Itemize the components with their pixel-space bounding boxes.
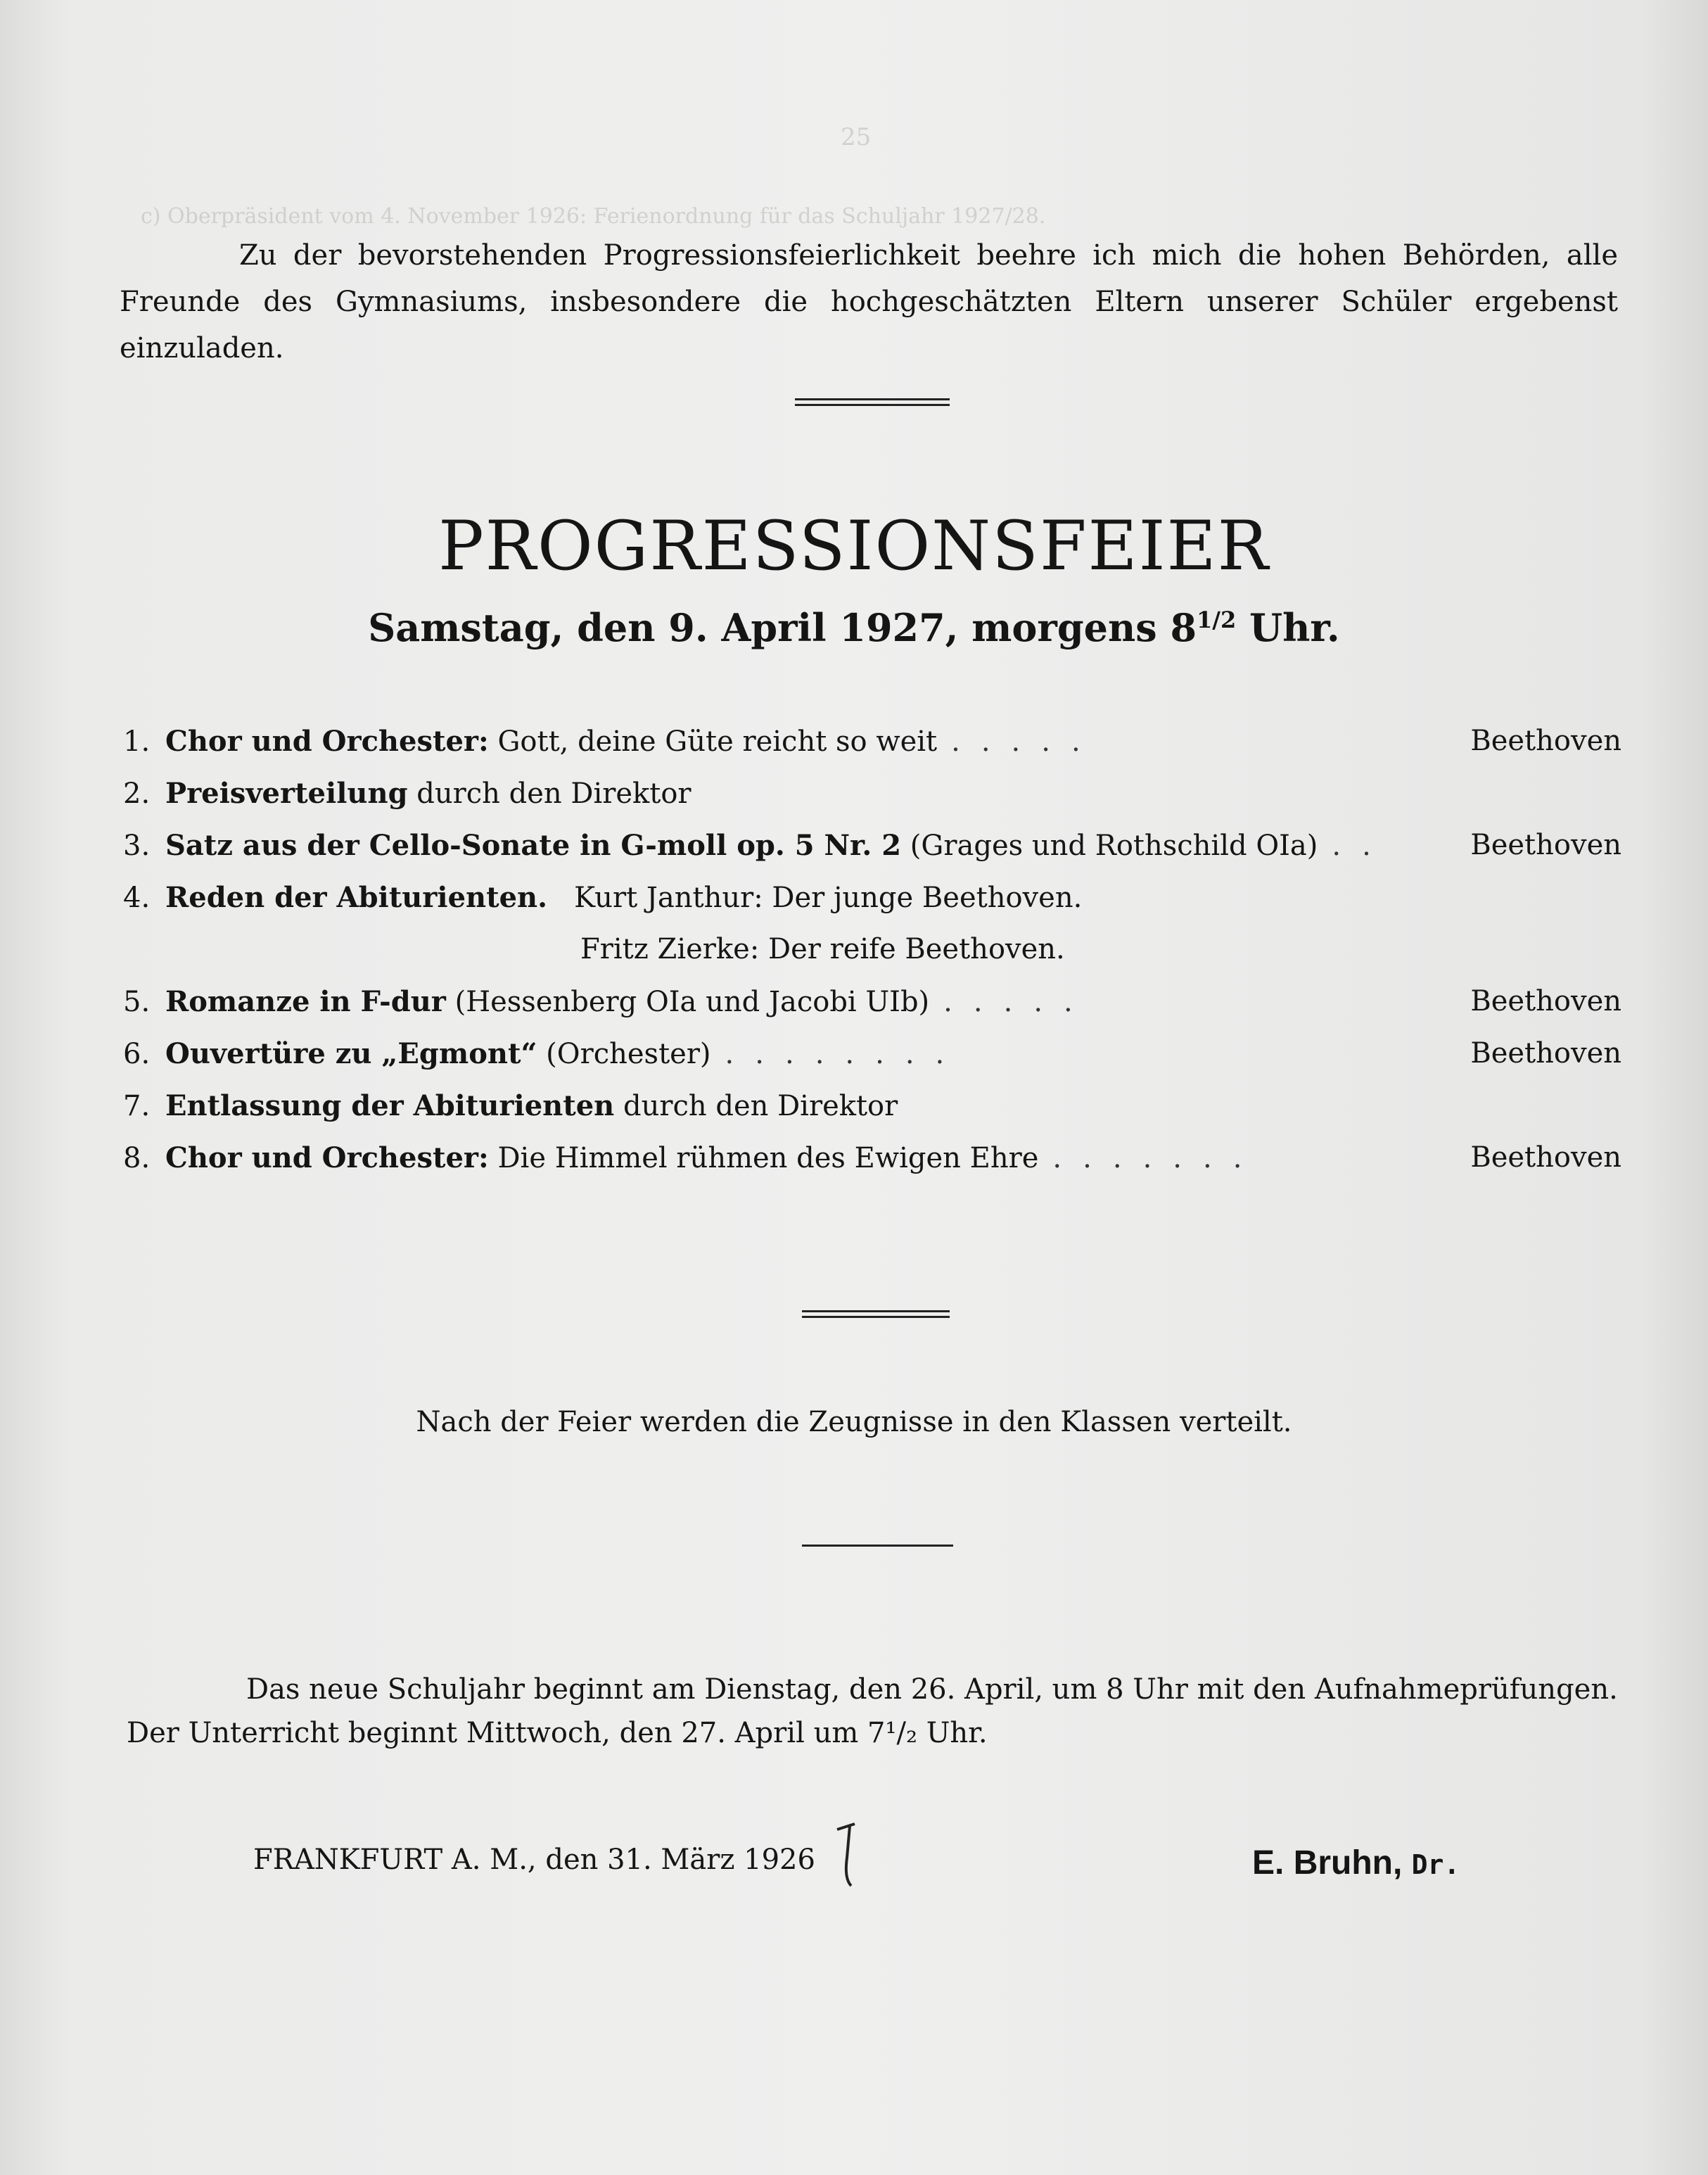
schoolyear-note <box>127 1668 1625 1755</box>
dateline: FRANKFURT A. M., den 31. März 1926 <box>253 1844 815 1876</box>
bleed-page-number: 25 <box>841 123 872 151</box>
program-item-composer: Beethoven <box>1470 725 1621 757</box>
leader-dots: .. <box>1332 830 1392 862</box>
signature-name: E. Bruhn, <box>1252 1844 1403 1882</box>
program-item-number: 2. <box>123 778 151 810</box>
program-item-title: Entlassung der Abiturienten <box>165 1089 615 1122</box>
leader-dots: ..... <box>943 986 1094 1018</box>
after-ceremony-note: Nach der Feier werden die Zeugnisse in den Klassen verteilt. <box>416 1406 1292 1438</box>
program-item-title: Reden der Abiturienten. <box>165 881 548 914</box>
schoolyear-line-1: Das neue Schuljahr beginnt am Dienstag, den 26. April, um 8 Uhr mit den Aufnahmeprüfungen. <box>246 1673 1618 1706</box>
program-item-title: Preisverteilung <box>165 777 408 810</box>
program-item <box>123 1089 1621 1141</box>
program-item-title: Chor und Orchester: <box>165 1141 489 1174</box>
program-item-composer: Beethoven <box>1470 1037 1621 1070</box>
program-item-number: 8. <box>123 1142 151 1174</box>
program-item-title: Satz aus der Cello-Sonate in G-moll op. 5 Nr. 2 <box>165 829 902 862</box>
divider-middle <box>802 1310 950 1312</box>
signature-title: Dr. <box>1411 1849 1460 1880</box>
divider-middle-b <box>802 1316 950 1318</box>
event-date-text: Samstag, den 9. April 1927, morgens 8 <box>368 605 1197 650</box>
program-item-detail: (Hessenberg OIa und Jacobi UIb) <box>445 986 930 1018</box>
page-title: PROGRESSIONSFEIER <box>438 507 1270 585</box>
program-item-detail: Kurt Janthur: Der junge Beethoven. <box>547 882 1083 914</box>
program-item-composer: Beethoven <box>1470 1141 1621 1174</box>
program-item-subline: Fritz Zierke: Der reife Beethoven. <box>580 933 1065 965</box>
program-item <box>123 777 1621 829</box>
program-item-title: Romanze in F-dur <box>165 985 446 1018</box>
event-date-fraction: 1/2 <box>1197 607 1237 633</box>
signature <box>1252 1844 1460 1882</box>
handwritten-correction-mark <box>823 1815 872 1893</box>
program-item-detail: durch den Direktor <box>407 778 692 810</box>
bleed-header: c) Oberpräsident vom 4. November 1926: Ferienordnung für das Schuljahr 1927/28. <box>141 204 1046 229</box>
program-item-number: 1. <box>123 725 151 758</box>
program-item <box>123 881 1621 933</box>
program-item-title: Ouvertüre zu „Egmont“ <box>165 1037 537 1070</box>
program-item-number: 5. <box>123 986 151 1018</box>
program-item-detail: Gott, deine Güte reicht so weit <box>488 725 938 758</box>
divider-bottom <box>802 1545 953 1547</box>
divider-top <box>795 398 950 400</box>
invitation-text <box>120 232 1618 372</box>
program-item-detail: durch den Direktor <box>614 1090 898 1122</box>
program-item-number: 3. <box>123 830 151 862</box>
program-item-title: Chor und Orchester: <box>165 725 489 758</box>
schoolyear-line-2: Der Unterricht beginnt Mittwoch, den 27. April um 7¹/₂ Uhr. <box>127 1717 988 1749</box>
leader-dots: ........ <box>725 1038 966 1070</box>
program-item <box>123 985 1621 1037</box>
program-item-number: 6. <box>123 1038 151 1070</box>
program-item-detail: (Orchester) <box>537 1038 711 1070</box>
event-date-suffix: Uhr. <box>1236 605 1340 650</box>
leader-dots: ....... <box>1052 1142 1263 1174</box>
program-item-number: 4. <box>123 882 151 914</box>
program-item <box>123 725 1621 777</box>
program-item-detail: (Grages und Rothschild OIa) <box>901 830 1318 862</box>
leader-dots: ..... <box>951 725 1102 758</box>
program-item <box>123 829 1621 881</box>
invitation-line-2: Freunde des Gymnasiums, insbesondere die hochgeschätzten Eltern unserer Schüler ergebenst einzuladen. <box>120 286 1618 364</box>
program-list <box>123 725 1621 1193</box>
program-item <box>123 1141 1621 1193</box>
divider-top-b <box>795 404 950 406</box>
program-item-number: 7. <box>123 1090 151 1122</box>
program-item <box>123 1037 1621 1089</box>
program-item-composer: Beethoven <box>1470 829 1621 861</box>
invitation-line-1: Zu der bevorstehenden Progressionsfeierlichkeit beehre ich mich die hohen Behörden, alle <box>239 239 1618 272</box>
event-date <box>0 605 1708 650</box>
program-item-composer: Beethoven <box>1470 985 1621 1017</box>
program-item-detail: Die Himmel rühmen des Ewigen Ehre <box>488 1142 1039 1174</box>
